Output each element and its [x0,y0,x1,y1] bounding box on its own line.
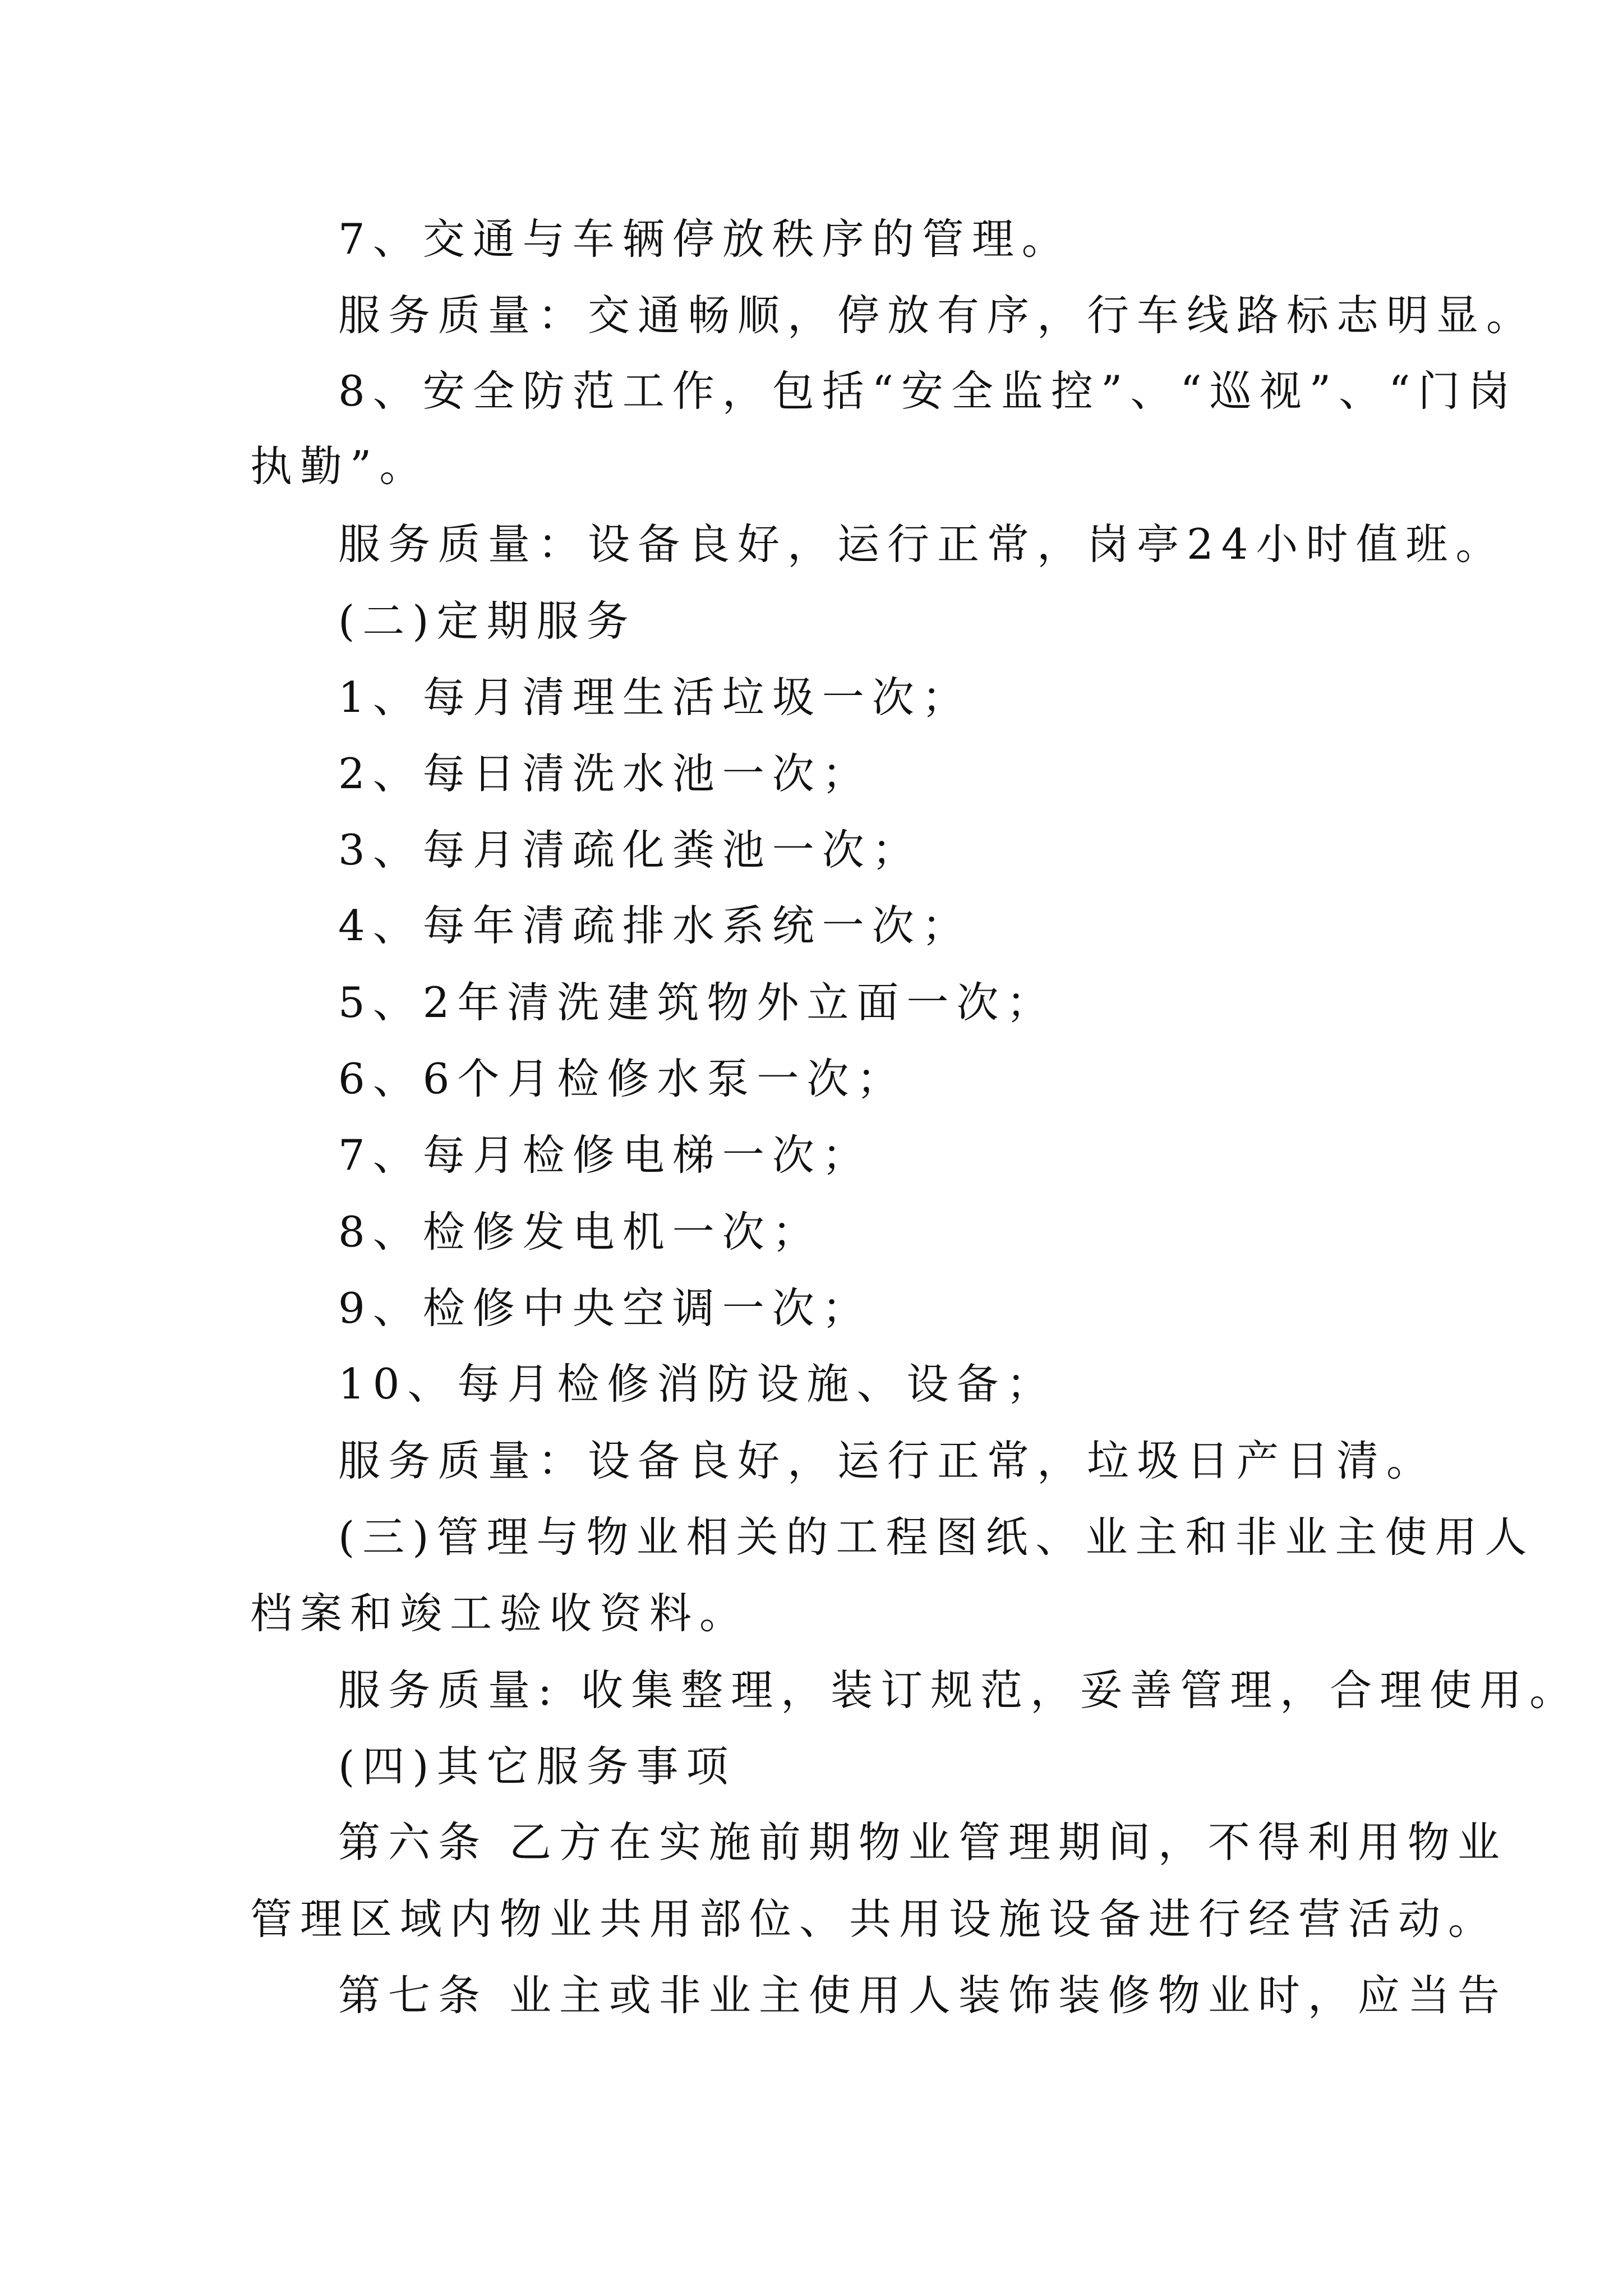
text-line-15: 9、检修中央空调一次； [338,1283,872,1333]
text-line-24: 第七条 业主或非业主使用人装饰装修物业时，应当告 [338,1971,1507,2020]
text-line-12: 6、6个月检修水泵一次； [338,1054,907,1103]
text-line-7: 1、每月清理生活垃圾一次； [338,673,972,722]
text-line-18: (三)管理与物业相关的工程图纸、业主和非业主使用人 [338,1512,1535,1562]
text-line-1: 7、交通与车辆停放秩序的管理。 [338,214,1072,264]
text-line-3: 8、安全防范工作，包括“安全监控”、“巡视”、“门岗 [338,366,1518,416]
text-line-10: 4、每年清疏排水系统一次； [338,901,972,950]
text-line-22: 第六条 乙方在实施前期物业管理期间，不得利用物业 [338,1818,1507,1867]
text-line-11: 5、2年清洗建筑物外立面一次； [338,978,1057,1027]
text-line-2: 服务质量：交通畅顺，停放有序，行车线路标志明显。 [338,291,1537,340]
text-line-6: (二)定期服务 [338,596,637,646]
text-line-9: 3、每月清疏化粪池一次； [338,825,922,875]
text-line-17: 服务质量：设备良好，运行正常，垃圾日产日清。 [338,1436,1437,1485]
text-line-14: 8、检修发电机一次； [338,1207,822,1257]
text-line-8: 2、每日清洗水池一次； [338,749,872,798]
text-line-21: (四)其它服务事项 [338,1742,736,1791]
text-line-5: 服务质量：设备良好，运行正常，岗亭24小时值班。 [338,519,1506,569]
text-line-19: 档案和竣工验收资料。 [250,1589,750,1638]
text-line-20: 服务质量: 收集整理，装订规范，妥善管理，合理使用。 [338,1665,1580,1715]
text-line-4: 执勤”。 [250,441,430,491]
text-line-23: 管理区域内物业共用部位、共用设施设备进行经营活动。 [250,1894,1498,1944]
text-line-16: 10、每月检修消防设施、设备； [338,1359,1057,1409]
text-line-13: 7、每月检修电梯一次； [338,1130,872,1180]
